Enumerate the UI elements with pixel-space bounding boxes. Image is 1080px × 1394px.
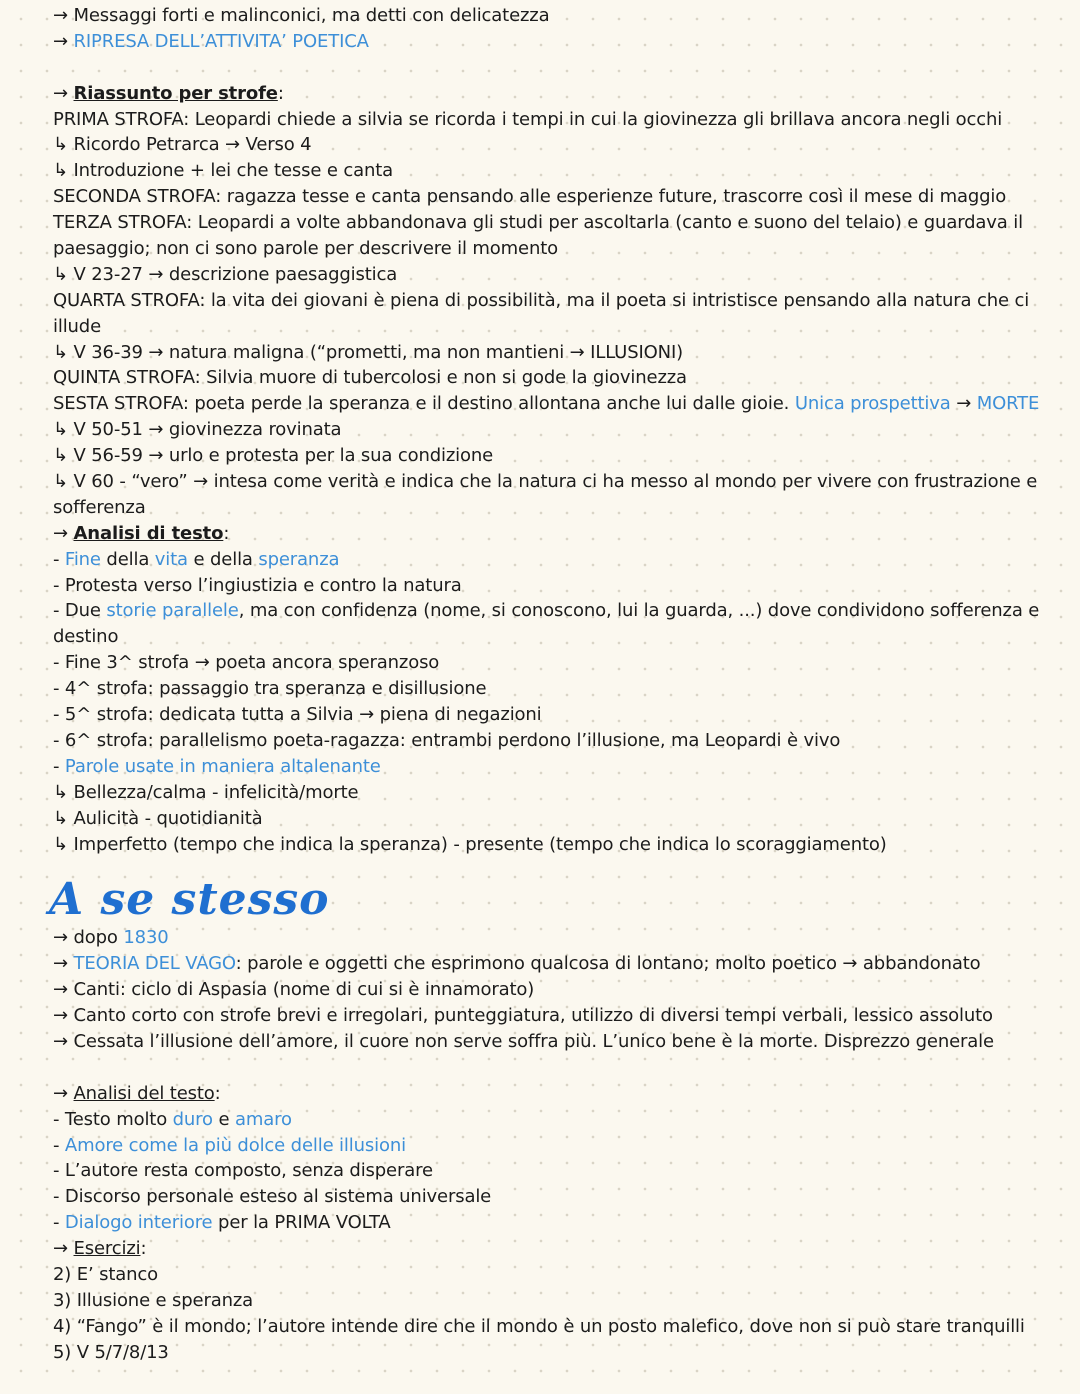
highlighted-text: Analisi di testo (73, 522, 224, 544)
note-line (53, 107, 1080, 133)
highlighted-text: TEORIA DEL VAGO (73, 953, 236, 975)
text-segment: TERZA STROFA: Leopardi a volte abbandonava gli studi per ascoltarla (canto e suono del telaio) e guardava il (53, 212, 1023, 234)
note-line (53, 573, 1080, 599)
highlighted-text: Fine (64, 548, 101, 570)
highlighted-text: duro (172, 1108, 213, 1130)
text-segment: - Due (53, 600, 107, 622)
text-segment: sofferenza (53, 496, 146, 518)
note-line (53, 780, 1080, 806)
highlighted-text: 1830 (123, 927, 169, 949)
text-segment: → Messaggi forti e malinconici, ma detti con delicatezza (53, 5, 550, 26)
text-segment: 4) “Fango” è il mondo; l’autore intende dire che il mondo è un posto malefico, dove non si può stare tranquilli (53, 1315, 1025, 1337)
text-segment: : (214, 1082, 221, 1104)
note-line (53, 728, 1080, 754)
text-segment: : parole e oggetti che esprimono qualcosa di lontano; molto poetico → abbandonato (235, 953, 981, 975)
note-line (53, 314, 1080, 340)
note-line (53, 521, 1080, 547)
note-line (53, 832, 1080, 858)
text-segment: - Discorso personale esteso al sistema universale (53, 1186, 492, 1208)
note-line (53, 1340, 1080, 1366)
text-segment: per la PRIMA VOLTA (212, 1212, 391, 1234)
text-segment: - 6^ strofa: parallelismo poeta-ragazza: entrambi perdono l’illusione, ma Leopardi è vivo (53, 729, 841, 751)
text-segment: - (53, 1134, 65, 1156)
note-line (53, 158, 1080, 184)
note-line (53, 210, 1080, 236)
text-segment: ↳ V 56-59 → urlo e protesta per la sua condizione (53, 445, 494, 467)
text-segment: ↳ Introduzione + lei che tesse e canta (53, 160, 394, 182)
highlighted-text: vita (154, 548, 188, 570)
text-segment: - L’autore resta composto, senza disperare (53, 1160, 433, 1182)
text-segment: → (53, 953, 74, 975)
note-line (53, 1081, 1080, 1107)
highlighted-text: Unica prospettiva (794, 393, 951, 415)
text-segment: e della (187, 548, 259, 570)
highlighted-text: RIPRESA DELL’ATTIVITA’ POETICA (73, 30, 369, 52)
text-segment: → Cessata l’illusione dell’amore, il cuore non serve soffra più. L’unico bene è la morte. Disprezzo generale (53, 1030, 994, 1052)
text-segment: ↳ V 23-27 → descrizione paesaggistica (53, 263, 398, 285)
note-line (53, 754, 1080, 780)
note-line (53, 288, 1080, 314)
text-segment: → Canti: ciclo di Aspasia (nome di cui si è innamorato) (53, 979, 535, 1001)
text-segment: ↳ Imperfetto (tempo che indica la speranza) - presente (tempo che indica lo scoraggiamento) (53, 833, 887, 855)
text-segment: ↳ V 36-39 → natura maligna (“prometti, ma non mantieni → ILLUSIONI) (53, 341, 684, 363)
text-segment: , ma con confidenza (nome, si conoscono, lui la guarda, ...) dove condividono sofferenza e (238, 600, 1040, 622)
text-segment: ↳ Ricordo Petrarca → Verso 4 (53, 134, 312, 156)
text-segment: - Fine 3^ strofa → poeta ancora speranzoso (53, 652, 440, 674)
note-line (53, 3, 1080, 29)
note-line (53, 1236, 1080, 1262)
text-segment: SESTA STROFA: poeta perde la speranza e il destino allontana anche lui dalle gioie. (53, 393, 795, 415)
text-segment: SECONDA STROFA: ragazza tesse e canta pensando alle esperienze future, trascorre così il mese di maggio (53, 186, 1007, 208)
text-segment: ↳ Aulicità - quotidianità (53, 807, 263, 829)
highlighted-text: speranza (258, 548, 340, 570)
highlighted-text: amaro (234, 1108, 292, 1130)
text-segment: - Testo molto (53, 1108, 173, 1130)
note-line (53, 81, 1080, 107)
note-line (53, 1262, 1080, 1288)
text-segment: : (223, 522, 230, 544)
text-segment: → dopo (53, 927, 124, 949)
text-segment: → Canto corto con strofe brevi e irregolari, punteggiatura, utilizzo di diversi tempi verbali, lessico assoluto (53, 1005, 993, 1027)
text-segment: : (140, 1238, 147, 1260)
highlighted-text: Riassunto per strofe (73, 82, 278, 104)
note-line (53, 132, 1080, 158)
highlighted-text: Esercizi (73, 1238, 141, 1260)
note-line (53, 650, 1080, 676)
blank-line (53, 1055, 1080, 1081)
note-line (53, 925, 1080, 951)
note-line (53, 951, 1080, 977)
text-segment: → (53, 522, 74, 544)
note-line (53, 676, 1080, 702)
note-line (53, 1288, 1080, 1314)
text-segment: destino (53, 626, 119, 648)
text-segment: e (212, 1108, 235, 1130)
highlighted-text: Amore come la più dolce delle illusioni (64, 1134, 406, 1156)
note-line (53, 443, 1080, 469)
text-segment: PRIMA STROFA: Leopardi chiede a silvia se ricorda i tempi in cui la giovinezza gli brillava ancora negli occhi (53, 108, 1003, 130)
note-line (53, 340, 1080, 366)
text-segment: ↳ Bellezza/calma - infelicità/morte (53, 781, 359, 803)
text-segment: QUARTA STROFA: la vita dei giovani è piena di possibilità, ma il poeta si intristisce pensando alla natura che ci (53, 289, 1030, 311)
note-line (53, 236, 1080, 262)
text-segment: ↳ V 50-51 → giovinezza rovinata (53, 419, 342, 441)
note-line (53, 29, 1080, 55)
text-segment: 2) E’ stanco (53, 1263, 158, 1285)
text-segment: - (53, 548, 65, 570)
text-segment: 3) Illusione e speranza (53, 1289, 254, 1311)
note-line (53, 495, 1080, 521)
text-segment: ↳ V 60 - “vero” → intesa come verità e indica che la natura ci ha messo al mondo per vivere con frustrazione e (53, 471, 1038, 493)
note-line (53, 547, 1080, 573)
note-line (53, 417, 1080, 443)
text-segment: → (950, 393, 977, 415)
note-line (53, 262, 1080, 288)
text-segment: → (53, 1082, 74, 1104)
note-line (53, 1158, 1080, 1184)
text-segment: 5) V 5/7/8/13 (53, 1341, 169, 1363)
note-line (53, 184, 1080, 210)
text-segment: della (100, 548, 155, 570)
note-line (53, 1210, 1080, 1236)
note-line (53, 1184, 1080, 1210)
note-line (53, 1003, 1080, 1029)
note-line (53, 391, 1080, 417)
note-line (53, 1314, 1080, 1340)
note-line (53, 977, 1080, 1003)
text-segment: → (53, 1238, 74, 1260)
note-line (53, 365, 1080, 391)
highlighted-text: MORTE (976, 393, 1040, 415)
section-title: A se stesso (49, 874, 330, 926)
text-segment: - (53, 755, 65, 777)
text-segment: paesaggio; non ci sono parole per descrivere il momento (53, 238, 558, 260)
note-line (53, 806, 1080, 832)
highlighted-text: storie parallele (106, 600, 239, 622)
blank-line (53, 55, 1080, 81)
note-line (53, 1133, 1080, 1159)
text-segment: - Protesta verso l’ingiustizia e contro la natura (53, 574, 462, 596)
note-line (53, 1107, 1080, 1133)
highlighted-text: Dialogo interiore (64, 1212, 213, 1234)
note-line (53, 469, 1080, 495)
text-segment: → (53, 82, 74, 104)
note-line (53, 702, 1080, 728)
text-segment: - 4^ strofa: passaggio tra speranza e disillusione (53, 678, 487, 700)
text-segment: - 5^ strofa: dedicata tutta a Silvia → piena di negazioni (53, 704, 542, 726)
text-segment: → (53, 30, 74, 52)
note-line (53, 598, 1080, 624)
notes-block-silvia (53, 3, 1080, 857)
text-segment: illude (53, 315, 102, 337)
text-segment: - (53, 1212, 65, 1234)
note-line (53, 1029, 1080, 1055)
highlighted-text: Analisi del testo (73, 1082, 215, 1104)
highlighted-text: Parole usate in maniera altalenante (64, 755, 381, 777)
note-line (53, 624, 1080, 650)
text-segment: : (277, 82, 284, 104)
notes-block-a-se-stesso (53, 925, 1080, 1365)
text-segment: QUINTA STROFA: Silvia muore di tubercolosi e non si gode la giovinezza (53, 367, 687, 389)
